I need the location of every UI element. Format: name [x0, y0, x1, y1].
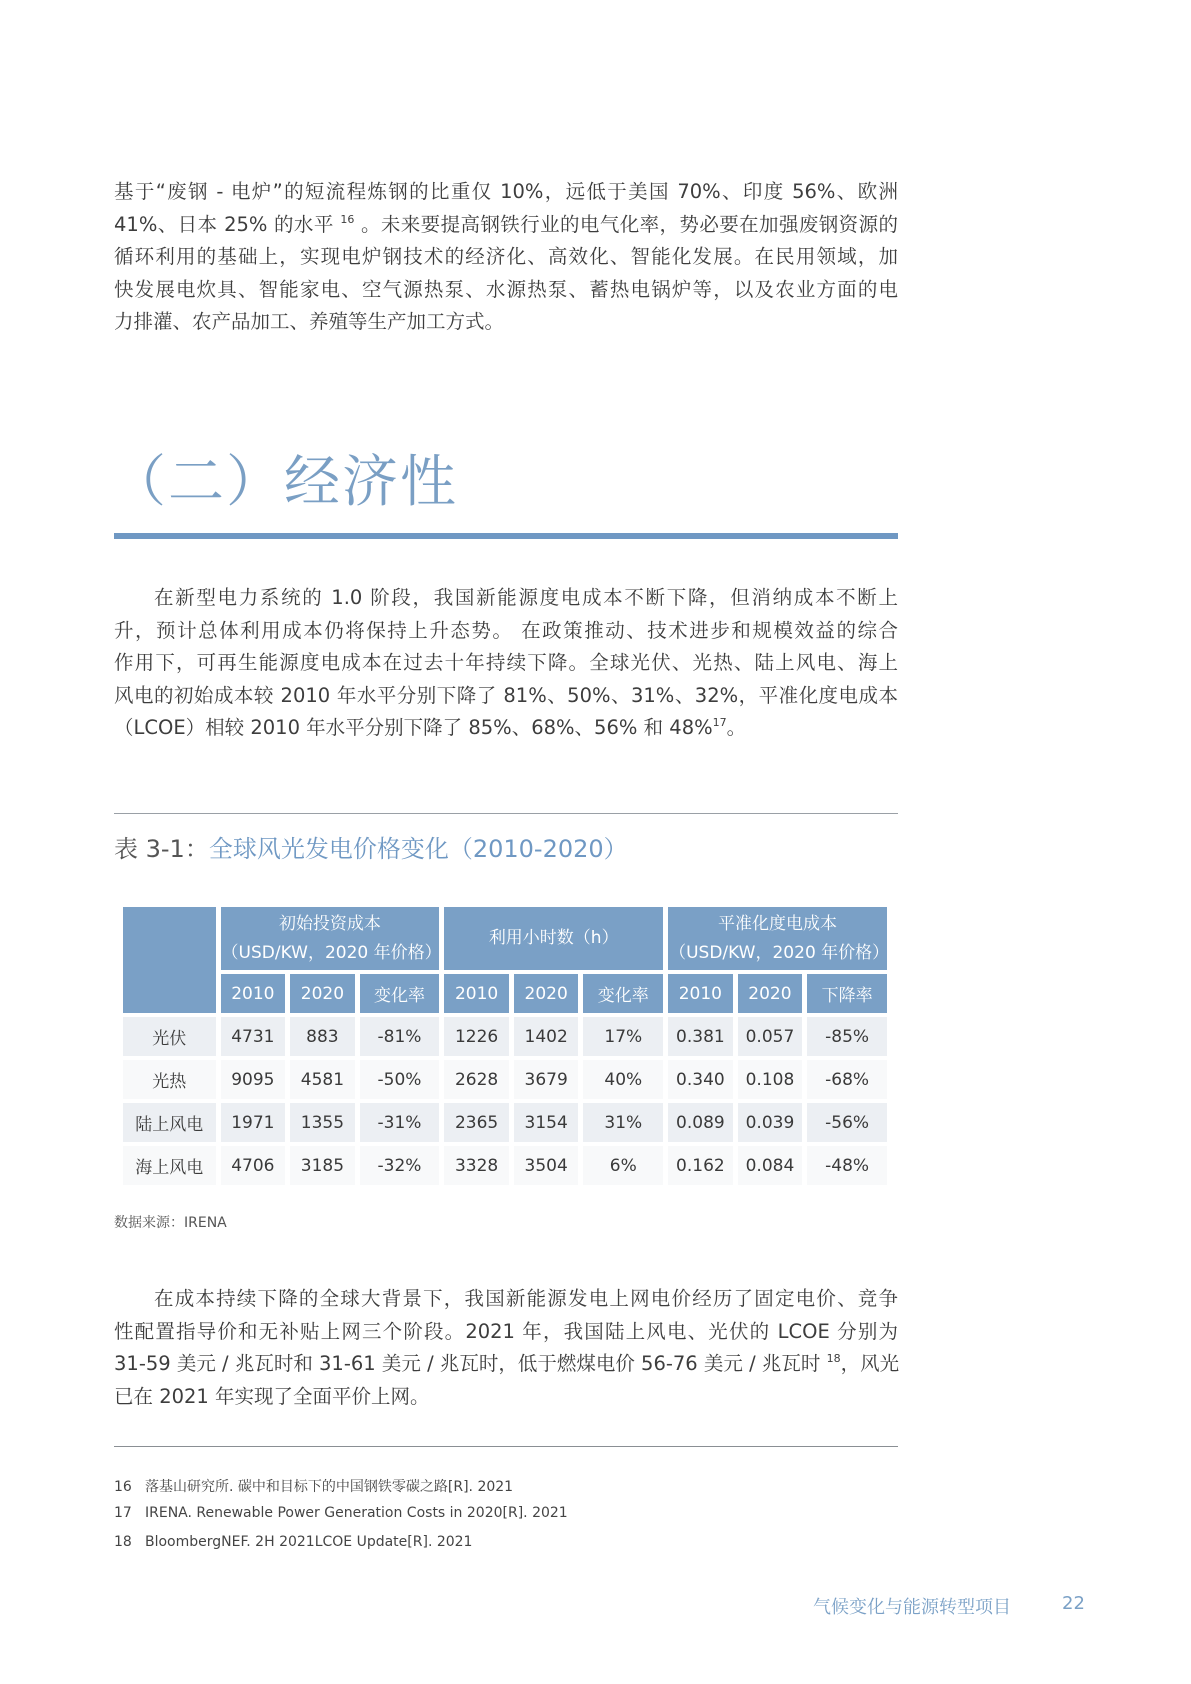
- section-divider: [114, 533, 898, 539]
- subheader-cell: 2020: [514, 974, 579, 1013]
- footnote-number: 17: [114, 1505, 132, 1521]
- table-cell: 40%: [583, 1060, 663, 1099]
- text-segment: ，风光: [840, 1352, 900, 1375]
- table-cell: 0.108: [738, 1060, 803, 1099]
- table-caption: [114, 829, 628, 864]
- header-line: （USD/KW，2020 年价格）: [669, 942, 890, 963]
- footnote-number: 16: [114, 1479, 132, 1495]
- footnote-text: 落基山研究所. 碳中和目标下的中国钢铁零碳之路[R]. 2021: [145, 1479, 514, 1495]
- text-segment: 。未来要提高钢铁行业的电气化率，势必要在加强废钢资源的: [360, 212, 898, 236]
- header-line: （USD/KW，2020 年价格）: [221, 942, 442, 963]
- subheader-cell: 2010: [668, 974, 733, 1013]
- table-cell: 31%: [583, 1103, 663, 1142]
- text-line: 作用下，可再生能源度电成本在过去十年持续下降。全球光伏、光热、陆上风电、海上: [114, 651, 898, 674]
- subheader-cell: 2010: [221, 974, 286, 1013]
- text-line: 在新型电力系统的 1.0 阶段，我国新能源度电成本不断下降，但消纳成本不断上: [154, 586, 898, 609]
- table-cell: 1355: [290, 1103, 355, 1142]
- table-cell: 3154: [514, 1103, 579, 1142]
- table-row: [123, 1017, 887, 1056]
- table-cell: 6%: [583, 1146, 663, 1185]
- footnote-divider: [114, 1446, 898, 1447]
- table-cell: 0.162: [668, 1146, 733, 1185]
- footnote-ref: 18: [826, 1352, 841, 1365]
- text-line: 已在 2021 年实现了全面平价上网。: [114, 1384, 430, 1408]
- table-cell: 1226: [444, 1017, 509, 1056]
- table-row: [123, 1103, 887, 1142]
- table-cell: 2365: [444, 1103, 509, 1142]
- table-cell: 3328: [444, 1146, 509, 1185]
- table-cell: 0.089: [668, 1103, 733, 1142]
- subheader-cell: 2020: [738, 974, 803, 1013]
- subheader-cell: 2010: [444, 974, 509, 1013]
- footnote: [114, 1534, 472, 1550]
- text-segment: 31-59 美元 / 兆瓦时和 31-61 美元 / 兆瓦时，低于燃煤电价 56-76 美元 / 兆瓦时: [114, 1352, 821, 1375]
- body-paragraph-2: [114, 582, 898, 745]
- footnote: [114, 1476, 513, 1496]
- table-cell: -31%: [360, 1103, 440, 1142]
- table-divider: [114, 813, 898, 814]
- table-cell: -68%: [807, 1060, 887, 1099]
- body-paragraph-3: [114, 1283, 898, 1413]
- footnote-number: 18: [114, 1534, 132, 1550]
- row-label: 海上风电: [123, 1146, 216, 1185]
- table-cell: 17%: [583, 1017, 663, 1056]
- table-cell: 9095: [221, 1060, 286, 1099]
- row-label: 陆上风电: [123, 1103, 216, 1142]
- table-cell: 3679: [514, 1060, 579, 1099]
- footnote-text: BloombergNEF. 2H 2021LCOE Update[R]. 2021: [145, 1534, 473, 1550]
- table-cell: -32%: [360, 1146, 440, 1185]
- footnote-ref: 16: [340, 212, 355, 226]
- table-cell: -50%: [360, 1060, 440, 1099]
- table-cell: 0.039: [738, 1103, 803, 1142]
- table-cell: 4706: [221, 1146, 286, 1185]
- text-line: 循环利用的基础上，实现电炉钢技术的经济化、高效化、智能化发展。在民用领域，加: [114, 245, 898, 268]
- table-cell: 4731: [221, 1017, 286, 1056]
- text-line: 基于“废钢 - 电炉”的短流程炼钢的比重仅 10%，远低于美国 70%、印度 56%、欧洲: [114, 180, 898, 203]
- table-cell: -85%: [807, 1017, 887, 1056]
- text-line: [114, 209, 898, 242]
- subheader-cell: 下降率: [807, 974, 887, 1013]
- header-utilization-hours: [444, 907, 663, 970]
- table-cell: 1402: [514, 1017, 579, 1056]
- table-row: [123, 1146, 887, 1185]
- text-line: [114, 712, 898, 745]
- text-line: 快发展电炊具、智能家电、空气源热泵、水源热泵、蓄热电锅炉等，以及农业方面的电: [114, 277, 898, 301]
- section-title: （二）经济性: [110, 450, 458, 515]
- table-cell: -56%: [807, 1103, 887, 1142]
- text-line: 升，预计总体利用成本仍将保持上升态势。 在政策推动、技术进步和规模效益的综合: [114, 618, 898, 642]
- table-cell: 0.084: [738, 1146, 803, 1185]
- table-cell: 883: [290, 1017, 355, 1056]
- table-cell: 0.381: [668, 1017, 733, 1056]
- text-line: 力排灌、农产品加工、养殖等生产加工方式。: [114, 310, 505, 333]
- table-corner-cell: [123, 907, 216, 1013]
- table-cell: 0.057: [738, 1017, 803, 1056]
- body-paragraph-1: [114, 176, 898, 339]
- page-number: 22: [1062, 1593, 1085, 1614]
- header-initial-cost: [221, 907, 440, 970]
- row-label: 光伏: [123, 1017, 216, 1056]
- text-line: 风电的初始成本较 2010 年水平分别下降了 81%、50%、31%、32%，平准化度电成本: [114, 683, 898, 707]
- price-change-table: [118, 903, 892, 1189]
- table-cell: -81%: [360, 1017, 440, 1056]
- table-caption-prefix: 表 3-1：: [114, 835, 209, 863]
- row-label: 光热: [123, 1060, 216, 1099]
- subheader-cell: 2020: [290, 974, 355, 1013]
- table-source-note: 数据来源：IRENA: [114, 1215, 227, 1231]
- table-cell: 1971: [221, 1103, 286, 1142]
- table-cell: 4581: [290, 1060, 355, 1099]
- text-line: 性配置指导价和无补贴上网三个阶段。2021 年，我国陆上风电、光伏的 LCOE 分别为: [114, 1319, 898, 1343]
- table-cell: 0.340: [668, 1060, 733, 1099]
- footnote: [114, 1505, 568, 1521]
- header-line: 平准化度电成本: [718, 913, 838, 934]
- table-cell: 2628: [444, 1060, 509, 1099]
- table-cell: 3504: [514, 1146, 579, 1185]
- footer-title: 气候变化与能源转型项目: [813, 1597, 1011, 1618]
- text-segment: （LCOE）相较 2010 年水平分别下降了 85%、68%、56% 和 48%: [114, 716, 713, 739]
- table-caption-title: 全球风光发电价格变化（2010-2020）: [208, 835, 628, 863]
- header-line: 利用小时数（h）: [488, 928, 619, 948]
- header-line: 初始投资成本: [278, 913, 381, 934]
- header-lcoe: [668, 907, 890, 970]
- subheader-cell: 变化率: [583, 974, 663, 1013]
- text-segment: 41%、日本 25% 的水平: [114, 212, 334, 236]
- text-segment: 。: [726, 716, 747, 739]
- table-row: [123, 1060, 887, 1099]
- text-line: 在成本持续下降的全球大背景下，我国新能源发电上网电价经历了固定电价、竞争: [154, 1287, 898, 1310]
- footnote-ref: 17: [712, 716, 727, 729]
- table-cell: -48%: [807, 1146, 887, 1185]
- table-cell: 3185: [290, 1146, 355, 1185]
- subheader-cell: 变化率: [360, 974, 440, 1013]
- text-line: [114, 1348, 898, 1381]
- footnote-text: IRENA. Renewable Power Generation Costs in 2020[R]. 2021: [145, 1505, 568, 1521]
